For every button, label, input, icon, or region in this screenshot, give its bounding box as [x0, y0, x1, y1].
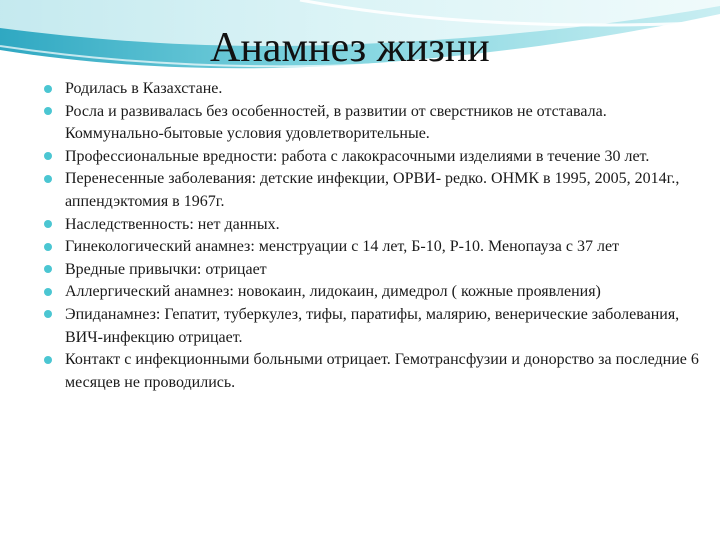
list-item-birthplace — [44, 78, 704, 101]
bullet-icon — [44, 356, 52, 364]
list-item-gynecological-history — [44, 236, 704, 259]
list-item-text: Наследственность: нет данных. — [65, 215, 280, 233]
bullet-icon — [44, 220, 52, 228]
bullet-icon — [44, 243, 52, 251]
list-item-occupational-hazards — [44, 146, 704, 169]
bullet-icon — [44, 288, 52, 296]
list-item-epidemiological-history — [44, 304, 704, 349]
list-item-bad-habits — [44, 259, 704, 282]
list-item-contacts-transfusions — [44, 349, 704, 394]
bullet-icon — [44, 310, 52, 318]
list-item-text: Контакт с инфекционными больными отрицает. Гемотрансфузии и донорство за последние 6 месяцев не проводились. — [65, 351, 699, 391]
bullet-icon — [44, 265, 52, 273]
list-item-text: Аллергический анамнез: новокаин, лидокаин, димедрол ( кожные проявления) — [65, 283, 601, 301]
list-item-text: Вредные привычки: отрицает — [65, 260, 267, 278]
list-item-allergy-history — [44, 281, 704, 304]
list-item-text: Росла и развивалась без особенностей, в развитии от сверстников не отставала. Коммунально-бытовые условия удовлетворительные. — [65, 102, 607, 143]
list-item-development — [44, 101, 704, 146]
list-item-text: Эпиданамнез: Гепатит, туберкулез, тифы, паратифы, малярию, венерические заболевания, ВИЧ-инфекцию отрицает. — [65, 305, 680, 346]
slide-title: Анамнез жизни — [210, 25, 490, 71]
bullet-icon — [44, 175, 52, 183]
list-item-text: Родилась в Казахстане. — [65, 80, 223, 97]
list-item-past-diseases — [44, 168, 704, 213]
bullet-icon — [44, 107, 52, 115]
list-item-text: Профессиональные вредности: работа с лакокрасочными изделиями в течение 30 лет. — [65, 147, 650, 165]
list-item-text: Перенесенные заболевания: детские инфекции, ОРВИ- редко. ОНМК в 1995, 2005, 2014г., аппендэктомия в 1967г. — [65, 170, 680, 210]
bullet-list — [44, 78, 704, 394]
list-item-heredity — [44, 214, 704, 237]
bullet-icon — [44, 152, 52, 160]
bullet-icon — [44, 85, 52, 93]
list-item-text: Гинекологический анамнез: менструации с 14 лет, Б-10, Р-10. Менопауза с 37 лет — [65, 238, 620, 256]
